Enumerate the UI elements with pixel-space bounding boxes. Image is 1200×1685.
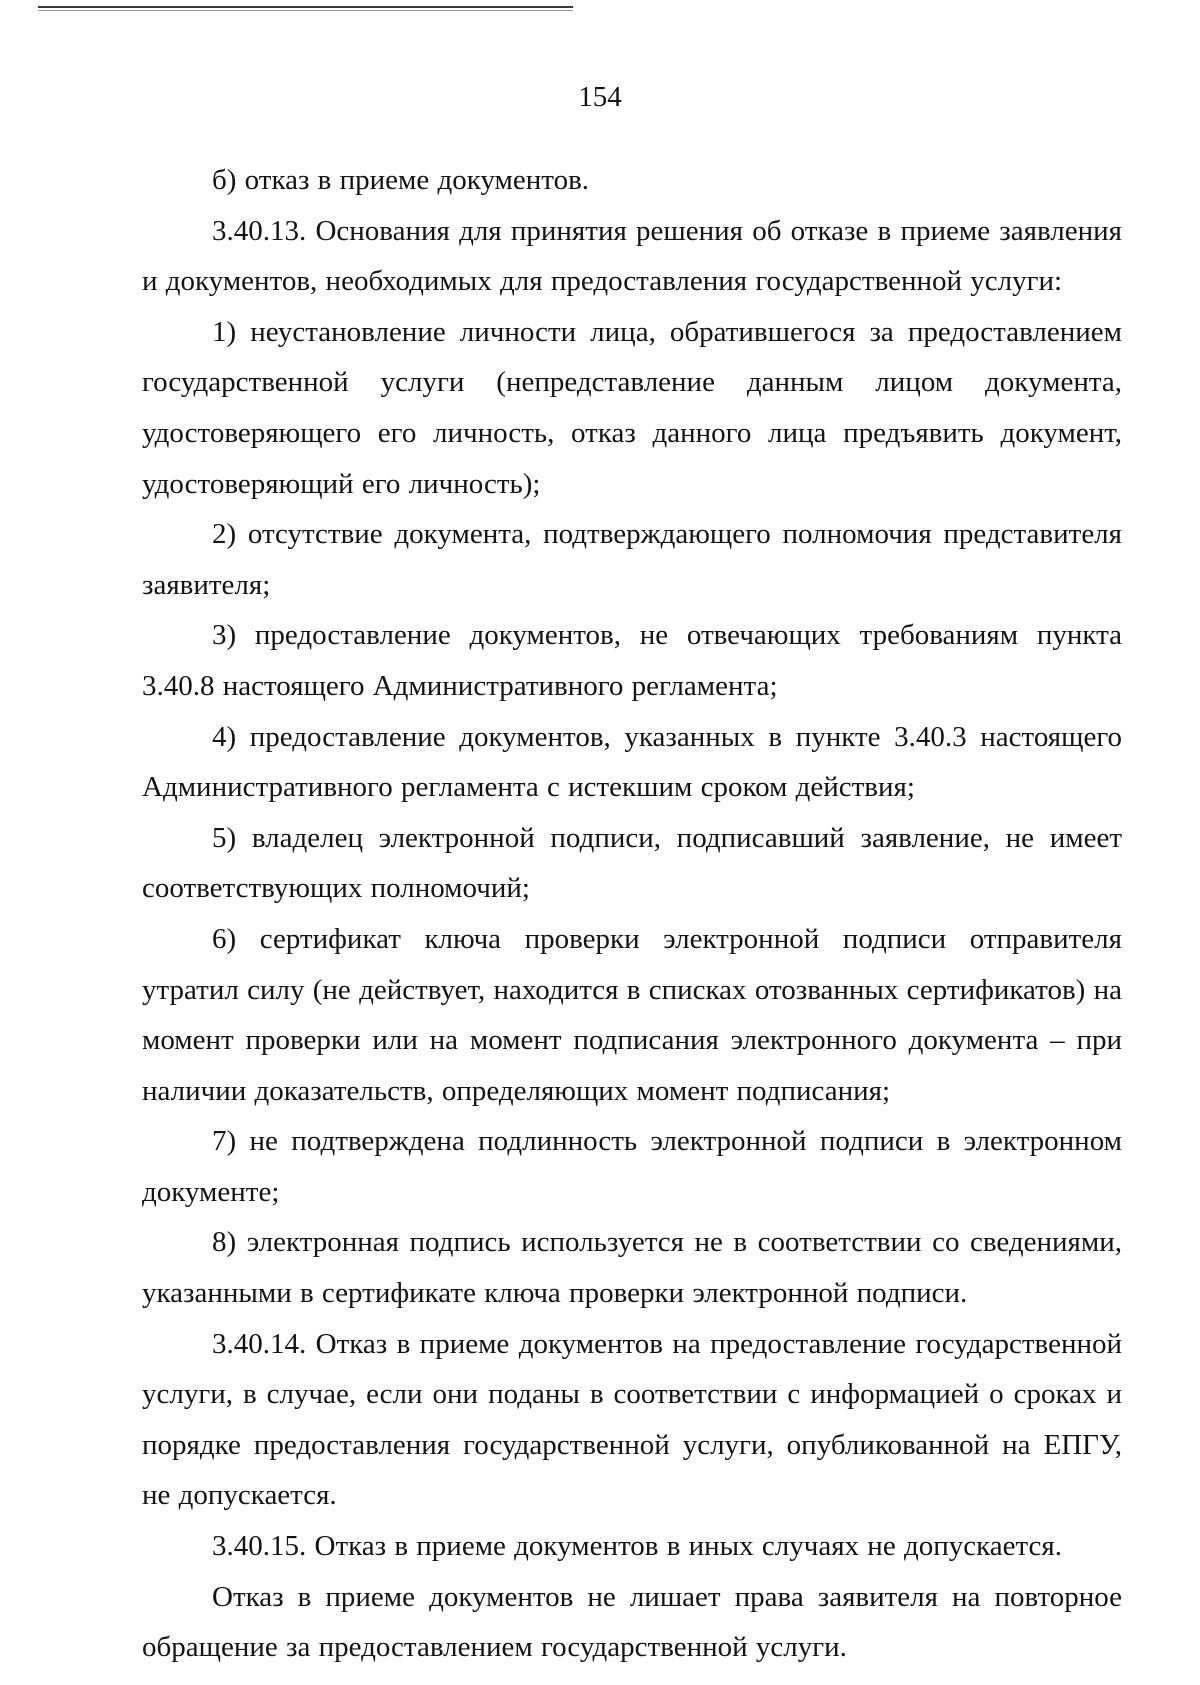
list-item-7: 7) не подтверждена подлинность электронной подписи в электронном документе; xyxy=(142,1125,1122,1208)
list-item-3: 3) предоставление документов, не отвечающих требованиям пункта 3.40.8 настоящего Административного регламента; xyxy=(142,619,1122,702)
top-border-line-thin xyxy=(38,10,573,11)
top-border-line xyxy=(38,6,573,8)
paragraph-3-40-14: 3.40.14. Отказ в приеме документов на предоставление государственной услуги, в случае, если они поданы в соответствии с информацией о сроках и порядке предоставления государственной услуги, опубликованной на ЕПГУ, не допускается. xyxy=(142,1327,1122,1512)
list-item-6: 6) сертификат ключа проверки электронной подписи отправителя утратил силу (не действует, находится в списках отозванных сертификатов) на момент проверки или на момент подписания электронного документа – при наличии доказательств, определяющих момент подписания; xyxy=(142,922,1122,1107)
list-item-2: 2) отсутствие документа, подтверждающего полномочия представителя заявителя; xyxy=(142,518,1122,601)
document-body xyxy=(142,155,1122,1673)
page-number: 154 xyxy=(578,81,622,113)
list-item-1: 1) неустановление личности лица, обратившегося за предоставлением государственной услуги (непредставление данным лицом документа, удостоверяющего его личность, отказ данного лица предъявить документ, удостоверяющий его личность); xyxy=(142,315,1122,500)
paragraph-item-b: б) отказ в приеме документов. xyxy=(212,164,590,196)
paragraph-3-40-13: 3.40.13. Основания для принятия решения об отказе в приеме заявления и документов, необходимых для предоставления государственной услуги: xyxy=(142,214,1122,298)
paragraph-3-40-15: 3.40.15. Отказ в приеме документов в иных случаях не допускается. xyxy=(212,1530,1062,1563)
list-item-4: 4) предоставление документов, указанных в пункте 3.40.3 настоящего Административного регламента с истекшим сроком действия; xyxy=(142,720,1122,804)
list-item-8: 8) электронная подпись используется не в соответствии со сведениями, указанными в сертификате ключа проверки электронной подписи. xyxy=(142,1226,1122,1310)
list-item-5: 5) владелец электронной подписи, подписавший заявление, не имеет соответствующих полномочий; xyxy=(142,821,1122,905)
paragraph-final-note: Отказ в приеме документов не лишает права заявителя на повторное обращение за предоставлением государственной услуги. xyxy=(142,1580,1122,1664)
